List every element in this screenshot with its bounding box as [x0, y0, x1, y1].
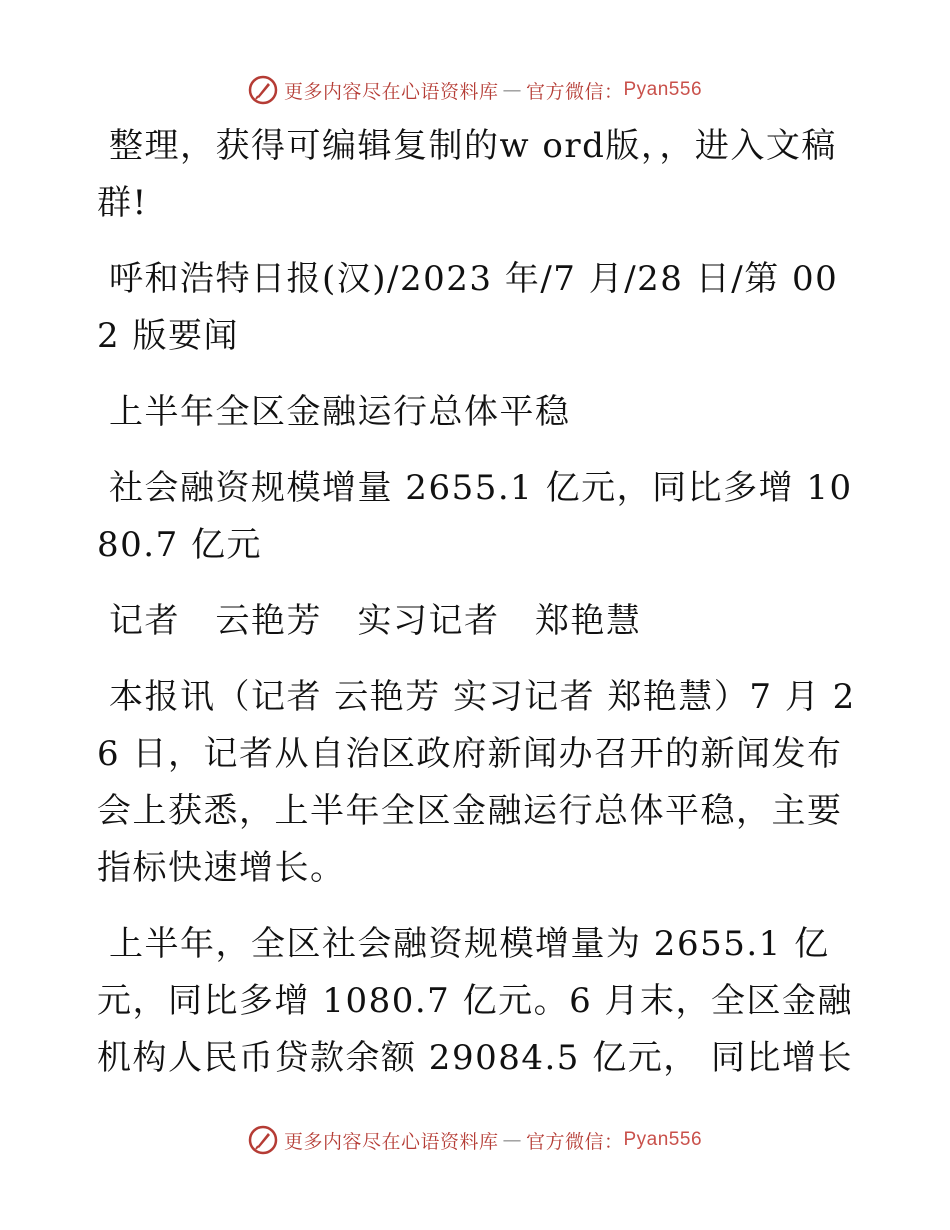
document-paragraph: 上半年全区金融运行总体平稳	[109, 392, 571, 432]
watermark-account: Pyan556	[623, 1129, 703, 1150]
watermark-text: 更多内容尽在心语资料库	[283, 1130, 499, 1153]
document-paragraph: 本报讯（记者 云艳芳 实习记者 郑艳慧）7 月 26 日，记者从自治区政府新闻办召开的新闻发布会上获悉，上半年全区金融运行总体平稳，主要指标快速增长。	[97, 677, 856, 888]
watermark-account: Pyan556	[623, 79, 703, 100]
document-body	[97, 118, 857, 1106]
document-paragraph: 呼和浩特日报(汉)/2023 年/7 月/28 日/第 002 版要闻	[97, 259, 839, 356]
document-paragraph: 整理，获得可编辑复制的w ord版，，进入文稿群!	[97, 126, 837, 223]
watermark-separator: —	[502, 79, 522, 101]
footer-watermark	[0, 1120, 950, 1160]
watermark-label: 官方微信：	[525, 80, 624, 103]
quill-pen-circle-icon	[248, 75, 278, 105]
header-watermark	[0, 70, 950, 110]
document-paragraph: 上半年，全区社会融资规模增量为 2655.1 亿元，同比多增 1080.7 亿元。6 月末，全区金融机构人民币贷款余额 29084.5 亿元， 同比增长	[97, 924, 854, 1078]
document-paragraph: 社会融资规模增量 2655.1 亿元，同比多增 1080.7 亿元	[97, 468, 853, 565]
watermark-text: 更多内容尽在心语资料库	[283, 80, 499, 103]
watermark-separator: —	[502, 1129, 522, 1151]
quill-pen-circle-icon	[248, 1125, 278, 1155]
watermark-label: 官方微信：	[525, 1130, 624, 1153]
document-paragraph: 记者 云艳芳 实习记者 郑艳慧	[109, 601, 642, 641]
